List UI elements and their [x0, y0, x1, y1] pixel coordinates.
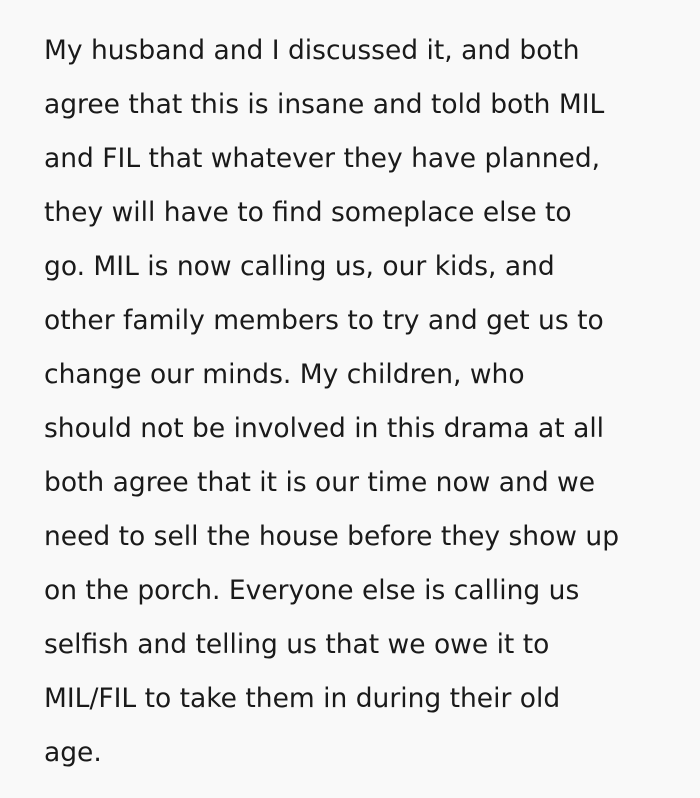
text-line: change our minds. My children, who	[44, 359, 525, 390]
text-line: age.	[44, 737, 102, 768]
text-line: need to sell the house before they show up	[44, 521, 620, 552]
text-line: and FIL that whatever they have planned,	[44, 143, 601, 174]
text-line: both agree that it is our time now and we	[44, 467, 596, 498]
post-text	[44, 24, 684, 780]
text-line: they will have to find someplace else to	[44, 197, 572, 228]
text-line: agree that this is insane and told both MIL	[44, 89, 605, 120]
text-line: MIL/FIL to take them in during their old	[44, 683, 561, 714]
text-line: on the porch. Everyone else is calling us	[44, 575, 580, 606]
text-line: My husband and I discussed it, and both	[44, 35, 580, 66]
text-line: selfish and telling us that we owe it to	[44, 629, 550, 660]
text-line: other family members to try and get us to	[44, 305, 604, 336]
text-line: should not be involved in this drama at all	[44, 413, 605, 444]
text-line: go. MIL is now calling us, our kids, and	[44, 251, 555, 282]
